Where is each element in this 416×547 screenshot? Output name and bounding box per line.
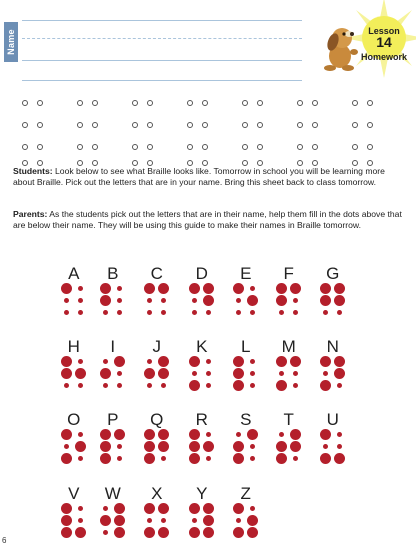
empty-braille-cell[interactable] [22, 100, 42, 150]
braille-dot-raised [100, 368, 111, 379]
braille-dot-raised [158, 429, 169, 440]
empty-dot[interactable] [92, 122, 98, 128]
students-text: Look below to see what Braille looks like. Tomorrow in school you will be learning more about Braille. Pick out the letters that are in your name. Bring this sheet back to class tomorrow. [13, 166, 385, 187]
braille-dot-raised [61, 356, 72, 367]
braille-dot-raised [233, 356, 244, 367]
empty-dot[interactable] [37, 144, 43, 150]
braille-dot-flat [192, 298, 197, 303]
braille-letter-u: U [326, 410, 340, 429]
empty-dot[interactable] [77, 144, 83, 150]
empty-dot[interactable] [242, 144, 248, 150]
parents-label: Parents: [13, 209, 48, 219]
empty-dot[interactable] [242, 100, 248, 106]
braille-dot-flat [293, 456, 298, 461]
braille-dot-raised [61, 429, 72, 440]
name-label: Name [6, 29, 16, 55]
empty-dot[interactable] [132, 122, 138, 128]
braille-dot-flat [337, 444, 342, 449]
braille-dot-raised [114, 503, 125, 514]
braille-dot-flat [161, 456, 166, 461]
braille-dot-flat [103, 383, 108, 388]
empty-dot[interactable] [312, 100, 318, 106]
empty-dot[interactable] [297, 144, 303, 150]
braille-dot-raised [144, 283, 155, 294]
braille-dot-raised [334, 295, 345, 306]
braille-cell-g [321, 284, 347, 320]
braille-dot-flat [78, 298, 83, 303]
empty-dot[interactable] [77, 100, 83, 106]
braille-cell-z [234, 504, 260, 540]
braille-dot-raised [320, 356, 331, 367]
braille-dot-flat [103, 530, 108, 535]
empty-dot[interactable] [257, 122, 263, 128]
name-line-mid [22, 38, 302, 39]
braille-dot-raised [233, 380, 244, 391]
braille-dot-flat [78, 359, 83, 364]
braille-dot-raised [334, 368, 345, 379]
homework-label: Homework [360, 52, 407, 62]
braille-dot-raised [189, 527, 200, 538]
braille-dot-flat [78, 432, 83, 437]
braille-dot-flat [293, 310, 298, 315]
braille-dot-flat [161, 518, 166, 523]
braille-dot-raised [100, 295, 111, 306]
braille-cell-e [234, 284, 260, 320]
braille-dot-raised [247, 527, 258, 538]
empty-dot[interactable] [147, 144, 153, 150]
braille-dot-flat [250, 383, 255, 388]
braille-cell-t [277, 430, 303, 466]
braille-dot-raised [276, 283, 287, 294]
empty-dot[interactable] [352, 100, 358, 106]
parents-paragraph [13, 209, 405, 231]
braille-dot-flat [236, 432, 241, 437]
braille-dot-flat [206, 456, 211, 461]
braille-dot-flat [117, 456, 122, 461]
braille-letter-b: B [107, 264, 119, 283]
braille-cell-k [190, 357, 216, 393]
name-line-bottom [22, 80, 302, 81]
braille-letter-x: X [151, 484, 163, 503]
braille-dot-flat [103, 310, 108, 315]
braille-dot-raised [320, 429, 331, 440]
braille-cell-h [62, 357, 88, 393]
braille-letter-h: H [67, 337, 81, 356]
braille-cell-d [190, 284, 216, 320]
braille-dot-flat [147, 383, 152, 388]
braille-letter-q: Q [150, 410, 164, 429]
braille-dot-raised [144, 429, 155, 440]
braille-dot-flat [147, 310, 152, 315]
braille-dot-raised [233, 368, 244, 379]
braille-dot-raised [61, 515, 72, 526]
empty-dot[interactable] [132, 100, 138, 106]
braille-cell-w [101, 504, 127, 540]
empty-dot[interactable] [367, 100, 373, 106]
braille-dot-flat [147, 359, 152, 364]
braille-dot-raised [203, 283, 214, 294]
braille-dot-raised [290, 283, 301, 294]
empty-dot[interactable] [242, 122, 248, 128]
braille-dot-flat [337, 310, 342, 315]
students-paragraph [13, 166, 405, 188]
braille-cell-u [321, 430, 347, 466]
braille-dot-raised [276, 380, 287, 391]
braille-dot-raised [189, 380, 200, 391]
braille-dot-flat [103, 359, 108, 364]
braille-dot-flat [323, 444, 328, 449]
braille-dot-raised [276, 356, 287, 367]
empty-dot[interactable] [312, 144, 318, 150]
braille-dot-flat [78, 518, 83, 523]
braille-dot-raised [61, 503, 72, 514]
empty-braille-cell[interactable] [187, 100, 207, 150]
braille-dot-raised [233, 503, 244, 514]
braille-dot-raised [158, 356, 169, 367]
braille-dot-flat [206, 359, 211, 364]
braille-dot-flat [250, 286, 255, 291]
braille-dot-flat [337, 432, 342, 437]
braille-dot-raised [320, 453, 331, 464]
braille-dot-flat [192, 371, 197, 376]
empty-braille-cell[interactable] [297, 100, 317, 150]
empty-dot[interactable] [257, 144, 263, 150]
braille-dot-raised [233, 453, 244, 464]
braille-letter-j: J [152, 337, 162, 356]
braille-cell-i [101, 357, 127, 393]
braille-dot-raised [247, 515, 258, 526]
braille-letter-l: L [241, 337, 251, 356]
braille-dot-raised [233, 283, 244, 294]
braille-dot-raised [61, 453, 72, 464]
braille-dot-raised [334, 283, 345, 294]
empty-dot[interactable] [187, 100, 193, 106]
braille-dot-flat [250, 456, 255, 461]
braille-letter-v: V [68, 484, 80, 503]
braille-dot-flat [161, 383, 166, 388]
empty-dot[interactable] [132, 144, 138, 150]
braille-cell-f [277, 284, 303, 320]
empty-dot[interactable] [297, 100, 303, 106]
braille-dot-raised [320, 380, 331, 391]
braille-dot-raised [203, 527, 214, 538]
braille-dot-flat [293, 371, 298, 376]
braille-letter-d: D [195, 264, 209, 283]
braille-dot-raised [75, 368, 86, 379]
braille-dot-raised [100, 441, 111, 452]
braille-dot-raised [247, 429, 258, 440]
empty-dot[interactable] [202, 100, 208, 106]
braille-dot-raised [320, 295, 331, 306]
braille-dot-flat [279, 371, 284, 376]
braille-dot-raised [290, 356, 301, 367]
empty-dot[interactable] [92, 100, 98, 106]
braille-dot-raised [334, 356, 345, 367]
braille-cell-y [190, 504, 216, 540]
empty-braille-cell[interactable] [242, 100, 262, 150]
empty-dot[interactable] [367, 144, 373, 150]
braille-dot-flat [293, 298, 298, 303]
braille-dot-raised [144, 368, 155, 379]
braille-letter-s: S [240, 410, 252, 429]
braille-dot-raised [189, 356, 200, 367]
braille-dot-raised [61, 283, 72, 294]
braille-dot-flat [293, 383, 298, 388]
empty-dot[interactable] [22, 144, 28, 150]
braille-dot-raised [203, 503, 214, 514]
braille-dot-raised [61, 527, 72, 538]
braille-letter-p: P [107, 410, 119, 429]
braille-dot-raised [290, 429, 301, 440]
braille-dot-flat [250, 371, 255, 376]
braille-dot-flat [206, 371, 211, 376]
braille-dot-flat [279, 310, 284, 315]
braille-cell-o [62, 430, 88, 466]
braille-dot-raised [158, 527, 169, 538]
braille-dot-raised [189, 453, 200, 464]
puppy-mascot-icon [318, 22, 362, 72]
empty-braille-cell[interactable] [77, 100, 97, 150]
empty-dot[interactable] [22, 122, 28, 128]
braille-letter-n: N [326, 337, 340, 356]
braille-dot-flat [78, 506, 83, 511]
braille-letter-r: R [195, 410, 209, 429]
braille-dot-raised [100, 515, 111, 526]
braille-cell-l [234, 357, 260, 393]
braille-dot-flat [161, 298, 166, 303]
students-label: Students: [13, 166, 53, 176]
braille-dot-raised [189, 283, 200, 294]
braille-dot-flat [250, 444, 255, 449]
braille-dot-raised [334, 453, 345, 464]
braille-dot-raised [61, 368, 72, 379]
braille-dot-raised [276, 441, 287, 452]
braille-dot-raised [158, 368, 169, 379]
braille-dot-raised [114, 429, 125, 440]
braille-cell-m [277, 357, 303, 393]
braille-letter-c: C [150, 264, 164, 283]
braille-dot-flat [78, 456, 83, 461]
braille-cell-q [145, 430, 171, 466]
braille-cell-v [62, 504, 88, 540]
empty-dot[interactable] [187, 122, 193, 128]
braille-dot-raised [189, 441, 200, 452]
braille-dot-flat [206, 310, 211, 315]
empty-dot[interactable] [37, 100, 43, 106]
braille-dot-raised [100, 429, 111, 440]
braille-dot-raised [158, 441, 169, 452]
braille-dot-flat [323, 371, 328, 376]
braille-dot-raised [320, 283, 331, 294]
empty-dot[interactable] [22, 100, 28, 106]
empty-dot[interactable] [352, 144, 358, 150]
lesson-badge [316, 0, 416, 80]
braille-letter-y: Y [196, 484, 208, 503]
braille-dot-flat [117, 310, 122, 315]
braille-letter-f: F [283, 264, 295, 283]
braille-dot-flat [279, 432, 284, 437]
braille-dot-raised [203, 441, 214, 452]
braille-dot-flat [236, 310, 241, 315]
empty-dot[interactable] [352, 122, 358, 128]
braille-dot-raised [158, 503, 169, 514]
braille-dot-raised [203, 515, 214, 526]
braille-dot-flat [78, 286, 83, 291]
braille-dot-raised [114, 356, 125, 367]
empty-dot[interactable] [147, 122, 153, 128]
braille-cell-r [190, 430, 216, 466]
braille-dot-flat [117, 298, 122, 303]
braille-dot-raised [100, 453, 111, 464]
braille-dot-raised [233, 441, 244, 452]
braille-dot-flat [117, 444, 122, 449]
braille-letter-w: W [104, 484, 122, 503]
braille-letter-k: K [196, 337, 208, 356]
empty-dot[interactable] [77, 122, 83, 128]
page-number: 6 [2, 536, 7, 545]
empty-dot[interactable] [202, 144, 208, 150]
braille-dot-raised [144, 503, 155, 514]
braille-cell-j [145, 357, 171, 393]
name-label-tab [4, 22, 18, 62]
empty-dot[interactable] [147, 100, 153, 106]
braille-cell-b [101, 284, 127, 320]
braille-letter-a: A [68, 264, 80, 283]
braille-dot-flat [192, 518, 197, 523]
braille-dot-flat [192, 310, 197, 315]
braille-dot-flat [78, 310, 83, 315]
braille-dot-raised [189, 503, 200, 514]
empty-braille-cell[interactable] [132, 100, 152, 150]
lesson-number: 14 [376, 34, 392, 50]
braille-dot-flat [337, 383, 342, 388]
name-line-top [22, 20, 302, 21]
braille-dot-raised [100, 283, 111, 294]
braille-dot-flat [103, 506, 108, 511]
braille-dot-flat [64, 310, 69, 315]
empty-dot[interactable] [257, 100, 263, 106]
braille-dot-raised [158, 283, 169, 294]
empty-dot[interactable] [92, 144, 98, 150]
braille-letter-g: G [326, 264, 340, 283]
braille-dot-flat [206, 432, 211, 437]
braille-dot-flat [64, 383, 69, 388]
braille-dot-raised [144, 453, 155, 464]
braille-dot-raised [290, 441, 301, 452]
empty-dot[interactable] [297, 122, 303, 128]
braille-dot-raised [75, 527, 86, 538]
braille-dot-raised [247, 295, 258, 306]
braille-dot-raised [114, 527, 125, 538]
empty-dot[interactable] [37, 122, 43, 128]
braille-cell-p [101, 430, 127, 466]
braille-dot-flat [117, 286, 122, 291]
braille-dot-flat [117, 371, 122, 376]
name-line-base[interactable] [22, 60, 302, 61]
braille-dot-flat [236, 298, 241, 303]
braille-dot-raised [203, 295, 214, 306]
braille-dot-flat [206, 383, 211, 388]
braille-dot-raised [276, 295, 287, 306]
braille-dot-flat [117, 383, 122, 388]
braille-dot-raised [189, 429, 200, 440]
braille-letter-e: E [240, 264, 252, 283]
empty-dot[interactable] [312, 122, 318, 128]
braille-dot-raised [144, 441, 155, 452]
empty-braille-cell[interactable] [352, 100, 372, 150]
braille-dot-flat [250, 310, 255, 315]
braille-dot-raised [75, 441, 86, 452]
braille-dot-raised [144, 527, 155, 538]
braille-dot-flat [147, 518, 152, 523]
braille-cell-c [145, 284, 171, 320]
braille-dot-raised [233, 527, 244, 538]
braille-letter-o: O [67, 410, 81, 429]
braille-dot-raised [114, 515, 125, 526]
empty-dot[interactable] [187, 144, 193, 150]
braille-dot-flat [236, 518, 241, 523]
braille-dot-flat [250, 359, 255, 364]
braille-cell-n [321, 357, 347, 393]
braille-dot-flat [323, 310, 328, 315]
braille-dot-flat [147, 298, 152, 303]
braille-dot-flat [250, 506, 255, 511]
braille-letter-m: M [281, 337, 297, 356]
braille-letter-t: T [283, 410, 295, 429]
braille-dot-flat [161, 310, 166, 315]
braille-letter-z: Z [240, 484, 252, 503]
braille-letter-i: I [110, 337, 116, 356]
braille-cell-s [234, 430, 260, 466]
braille-dot-flat [64, 444, 69, 449]
lesson-word: Lesson [368, 26, 400, 36]
braille-cell-x [145, 504, 171, 540]
empty-dot[interactable] [367, 122, 373, 128]
braille-dot-flat [64, 298, 69, 303]
empty-dot[interactable] [202, 122, 208, 128]
braille-dot-flat [78, 383, 83, 388]
parents-text: As the students pick out the letters that are in their name, help them fill in the dots above that are below their name. They will be using this guide to make their names in Braille tomorrow. [13, 209, 402, 230]
braille-cell-a [62, 284, 88, 320]
braille-dot-raised [276, 453, 287, 464]
